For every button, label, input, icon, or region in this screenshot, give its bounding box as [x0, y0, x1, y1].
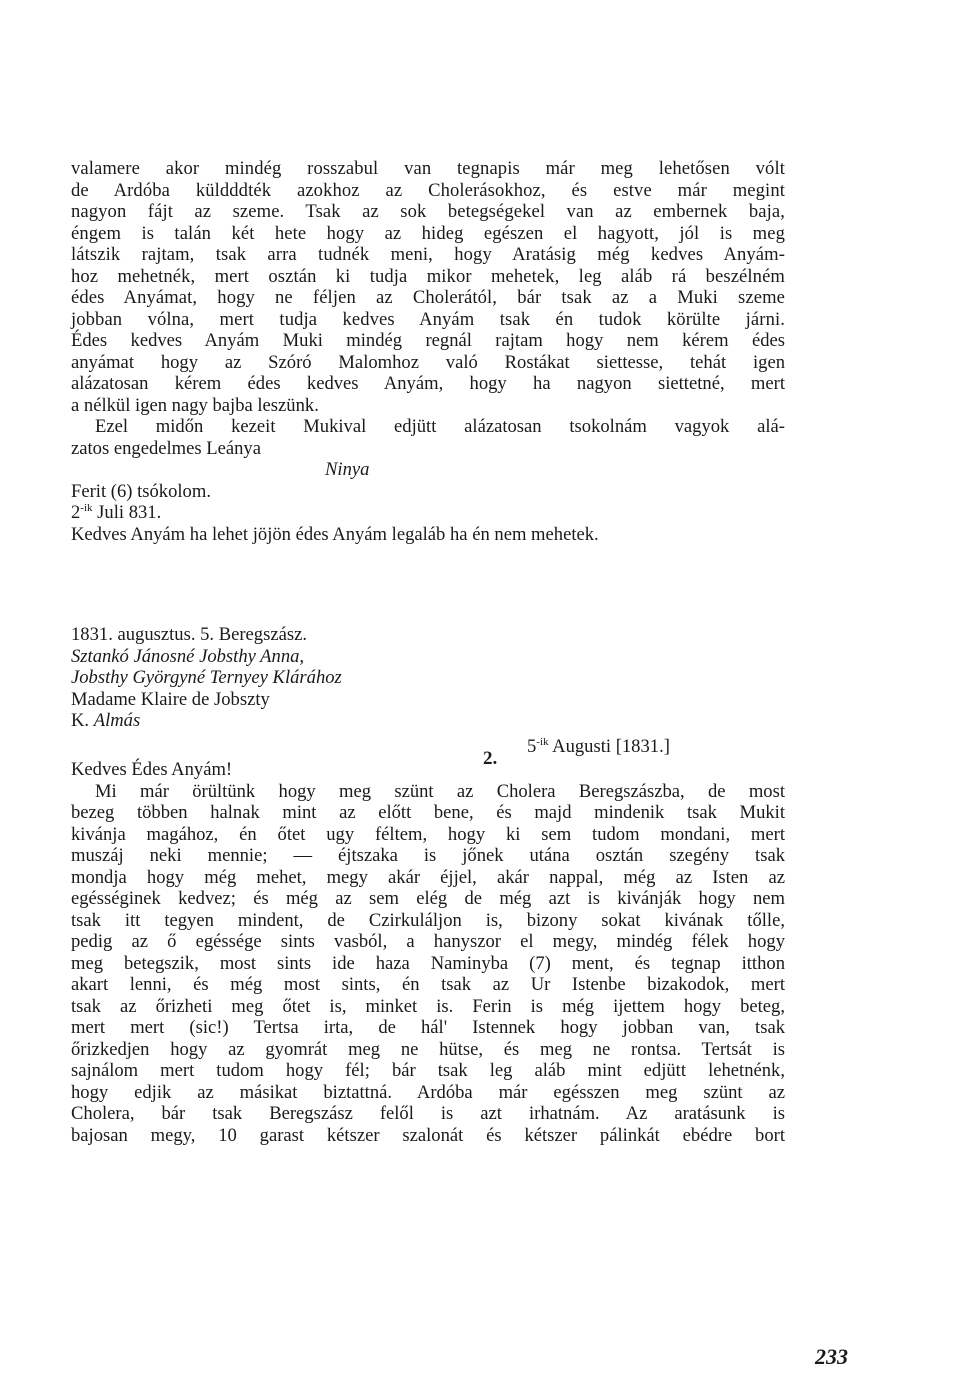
- address-line: Madame Klaire de Jobszty: [71, 688, 270, 710]
- text-line: pedig az ő egéssége sints vasból, a hanyszor el megy, mindég félek hogy: [71, 931, 785, 952]
- letter2-body: [71, 759, 785, 1146]
- text-line: mert mert (sic!) Tertsa irta, de hál' Istennek hogy jobban van, tsak: [71, 1017, 785, 1038]
- date-rest: Juli 831.: [92, 502, 162, 523]
- text-line: zatos engedelmes Leánya: [71, 437, 261, 459]
- text-line: édes Anyámat, hogy ne féljen az Cholerától, bár tsak az a Muki szeme: [71, 287, 785, 308]
- text-line: a nélkül igen nagy bajba leszünk.: [71, 394, 319, 416]
- text-line: valamere akor mindég rosszabul van tegnapis már meg lehetősen vólt: [71, 158, 785, 179]
- letter1-closing: [71, 416, 785, 459]
- text-line: sajnálom mert tudom hogy fél; bár tsak leg aláb mint edjütt lehetnénk,: [71, 1060, 785, 1081]
- text-line: kivánja magához, én őtet ugy féltem, hogy ki sem tudom mondani, mert: [71, 823, 785, 845]
- text-line: nagyon fájt az szeme. Tsak az sok betegségekel van az embernek baja,: [71, 201, 785, 222]
- date-day: 2: [71, 502, 81, 523]
- text-line: tsak itt tegyen mindent, de Czirkuláljon is, bizony sokat kivának tőlle,: [71, 909, 785, 931]
- text-line: Ezel midőn kezeit Mukival edjütt alázatosan tsokolnám vagyok alá-: [95, 416, 785, 437]
- page-number: 233: [815, 1344, 848, 1369]
- letter1-paragraph-2: [71, 330, 785, 416]
- text-line: muszáj neki mennie; — éjtszaka is jőnek utána osztán szegény tsak: [71, 845, 785, 866]
- text-line: akart lenni, és még most sints, én tsak az Ur Istenbe bizakodok, mert: [71, 974, 785, 995]
- text-line: de Ardóba küldddték azokhoz az Cholerásokhoz, és estve már megint: [71, 179, 785, 201]
- letter2-date: [527, 736, 670, 758]
- text-line: hoz mehetnék, mert osztán ki tudja mikor mehetek, leg aláb rá beszélném: [71, 265, 785, 287]
- letter2-header: [71, 624, 785, 732]
- date-num: 5: [527, 736, 537, 757]
- date-suffix: -ik: [80, 501, 93, 514]
- text-line: bezeg többen halnak mint az előtt bene, és majd mindenik tsak Mukit: [71, 802, 785, 823]
- postscript-1: Ferit (6) tsókolom.: [71, 480, 211, 502]
- text-line: tsak az őrizheti meg őtet is, minket is. Ferin is még ijettem hogy beteg,: [71, 995, 785, 1017]
- text-line: Édes kedves Anyám Muki mindég regnál rajtam hogy nem kérem édes: [71, 330, 785, 351]
- text-line: alázatosan kérem édes kedves Anyám, hogy ha nagyon siettetné, mert: [71, 373, 785, 394]
- letter1-paragraph-1: [71, 158, 785, 330]
- letter2-date-place: 1831. augusztus. 5. Beregszász.: [71, 624, 307, 645]
- text-line: bajosan megy, 10 garast kétszer szalonát és kétszer pálinkát ebédre bort: [71, 1124, 785, 1146]
- text-line: anyámat hogy az Szóró Malomhoz való Rostákat siettesse, tehát igen: [71, 351, 785, 373]
- place-line: [71, 710, 785, 732]
- document-page: [71, 158, 848, 1369]
- text-line: Mi már örültünk hogy meg szünt az Cholera Beregszászba, de most: [95, 780, 785, 802]
- place-k: K.: [71, 710, 90, 731]
- addressee-line: Sztankó Jánosné Jobsthy Anna,: [71, 645, 305, 667]
- salutation: Kedves Édes Anyám!: [71, 759, 233, 780]
- letter-number: 2.: [483, 748, 498, 769]
- text-line: éngem is talán két hete hogy az hideg egészen el hagyott, jól is meg: [71, 222, 785, 244]
- text-line: meg betegszik, most sints ide haza Naminyba (7) ment, és tegnap itthon: [71, 952, 785, 974]
- text-line: egésséginek kedvez; és még az sem elég de még azt is kivánják hogy nem: [71, 888, 785, 909]
- text-line: látszik rajtam, tsak arra tudnék meni, hogy Aratásig még kedves Anyám-: [71, 244, 785, 265]
- text-line: mondja hogy még mehet, megy akár éjjel, akár nappal, még az Isten az: [71, 866, 785, 888]
- date-suffix: -ik: [536, 735, 549, 748]
- postscript-2: Kedves Anyám ha lehet jöjön édes Anyám legaláb ha én nem mehetek.: [71, 523, 599, 545]
- text-line: őrizkedjen hogy az gyomrát meg ne hütse, és meg ne rontsa. Tertsát is: [71, 1038, 785, 1060]
- text-line: Cholera, bár tsak Beregszász felől is azt irhatnám. Az aratásunk is: [71, 1103, 785, 1124]
- text-line: hogy edjik az másikat biztattná. Ardóba már egésszen meg szünt az: [71, 1081, 785, 1103]
- date-rest: Augusti [1831.]: [548, 736, 670, 757]
- letter1-date: [71, 502, 785, 524]
- text-line: jobban vólna, mert tudja kedves Anyám tsak én tudok körülte járni.: [71, 308, 785, 330]
- addressee-line: Jobsthy Györgyné Ternyey Klárához: [71, 667, 342, 688]
- place-name: Almás: [93, 710, 141, 731]
- signature: Ninya: [325, 459, 370, 480]
